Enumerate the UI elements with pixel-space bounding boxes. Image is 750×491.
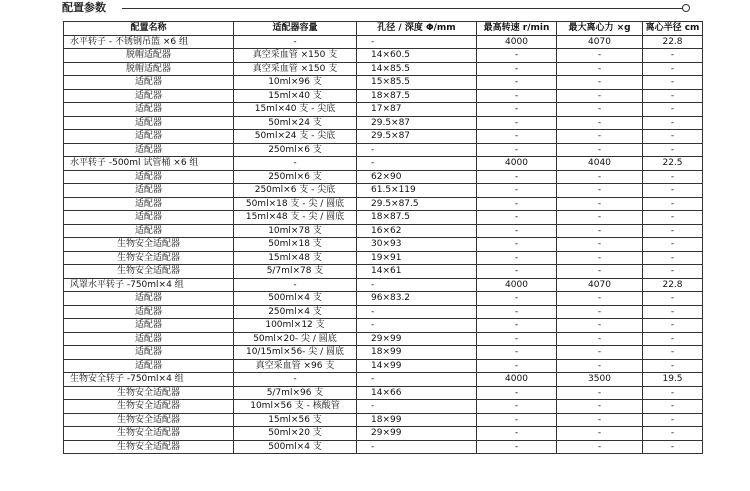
cell-adapter-capacity: 50ml×18 支 - 尖 / 圆底 — [234, 197, 357, 211]
cell-adapter-capacity: 50ml×20 支 — [234, 427, 357, 441]
cell-config-name: 适配器 — [64, 170, 234, 184]
cell-config-name: 生物安全适配器 — [64, 265, 234, 279]
cell-adapter-capacity: 15ml×40 支 - 尖底 — [234, 103, 357, 117]
cell-max-speed: 4000 — [477, 373, 557, 387]
cell-max-rcf: - — [557, 319, 643, 333]
cell-adapter-capacity: 250ml×4 支 — [234, 305, 357, 319]
cell-max-rcf: - — [557, 76, 643, 90]
cell-config-name: 水平转子 - 不锈钢吊篮 ×6 组 — [64, 35, 234, 49]
cell-config-name: 适配器 — [64, 359, 234, 373]
cell-bore-depth: - — [357, 319, 477, 333]
cell-adapter-capacity: 50ml×20- 尖 / 圆底 — [234, 332, 357, 346]
cell-bore-depth: - — [357, 400, 477, 414]
cell-config-name: 适配器 — [64, 211, 234, 225]
table-header-row — [64, 22, 703, 36]
cell-max-speed: - — [477, 238, 557, 252]
cell-config-name: 生物安全适配器 — [64, 251, 234, 265]
cell-config-name: 适配器 — [64, 305, 234, 319]
header-divider — [122, 8, 683, 9]
cell-max-speed: 4000 — [477, 35, 557, 49]
cell-adapter-capacity: 250ml×6 支 - 尖底 — [234, 184, 357, 198]
cell-max-rcf: - — [557, 143, 643, 157]
cell-radius: - — [643, 238, 703, 252]
cell-max-rcf: - — [557, 170, 643, 184]
cell-adapter-capacity: 5/7ml×78 支 — [234, 265, 357, 279]
table-row — [64, 76, 703, 90]
cell-max-rcf: - — [557, 197, 643, 211]
cell-radius: 19.5 — [643, 373, 703, 387]
cell-bore-depth: 14×66 — [357, 386, 477, 400]
cell-config-name: 生物安全适配器 — [64, 427, 234, 441]
cell-radius: - — [643, 359, 703, 373]
header-max-rcf: 最大离心力 ×g — [557, 22, 643, 36]
cell-radius: - — [643, 224, 703, 238]
cell-max-rcf: - — [557, 211, 643, 225]
cell-bore-depth: - — [357, 143, 477, 157]
table-row — [64, 292, 703, 306]
cell-adapter-capacity: 10ml×56 支 - 核酸管 — [234, 400, 357, 414]
cell-max-rcf: - — [557, 103, 643, 117]
cell-bore-depth: 29×99 — [357, 332, 477, 346]
cell-adapter-capacity: 10ml×78 支 — [234, 224, 357, 238]
cell-bore-depth: 61.5×119 — [357, 184, 477, 198]
cell-adapter-capacity: 5/7ml×96 支 — [234, 386, 357, 400]
cell-radius: - — [643, 292, 703, 306]
cell-bore-depth: 14×60.5 — [357, 49, 477, 63]
cell-radius: - — [643, 427, 703, 441]
cell-config-name: 生物安全适配器 — [64, 440, 234, 454]
header-bore-depth: 孔径 / 深度 Φ/mm — [357, 22, 477, 36]
cell-max-speed: - — [477, 386, 557, 400]
cell-adapter-capacity: 50ml×24 支 - 尖底 — [234, 130, 357, 144]
cell-radius: - — [643, 76, 703, 90]
cell-max-speed: - — [477, 197, 557, 211]
table-row — [64, 427, 703, 441]
spec-table — [63, 21, 703, 454]
cell-adapter-capacity: 500ml×4 支 — [234, 292, 357, 306]
cell-bore-depth: 14×61 — [357, 265, 477, 279]
cell-radius: 22.8 — [643, 278, 703, 292]
cell-adapter-capacity: - — [234, 373, 357, 387]
cell-bore-depth: 15×85.5 — [357, 76, 477, 90]
cell-max-speed: - — [477, 265, 557, 279]
cell-max-rcf: - — [557, 251, 643, 265]
cell-bore-depth: 18×87.5 — [357, 89, 477, 103]
cell-config-name: 生物安全适配器 — [64, 400, 234, 414]
cell-bore-depth: 16×62 — [357, 224, 477, 238]
cell-adapter-capacity: 15ml×40 支 — [234, 89, 357, 103]
cell-bore-depth: 18×99 — [357, 413, 477, 427]
cell-radius: - — [643, 305, 703, 319]
cell-config-name: 适配器 — [64, 319, 234, 333]
header-max-speed: 最高转速 r/min — [477, 22, 557, 36]
table-row — [64, 400, 703, 414]
cell-radius: - — [643, 184, 703, 198]
cell-radius: - — [643, 319, 703, 333]
table-body — [64, 35, 703, 454]
cell-max-speed: - — [477, 211, 557, 225]
cell-bore-depth: 17×87 — [357, 103, 477, 117]
header-adapter-capacity: 适配器容量 — [234, 22, 357, 36]
table-row — [64, 319, 703, 333]
table-row — [64, 49, 703, 63]
cell-max-rcf: 4040 — [557, 157, 643, 171]
cell-radius: - — [643, 103, 703, 117]
cell-radius: - — [643, 116, 703, 130]
cell-adapter-capacity: 真空采血管 ×150 支 — [234, 62, 357, 76]
cell-max-rcf: - — [557, 346, 643, 360]
cell-bore-depth: 29.5×87 — [357, 130, 477, 144]
cell-config-name: 脱帽适配器 — [64, 49, 234, 63]
cell-config-name: 适配器 — [64, 89, 234, 103]
cell-max-rcf: - — [557, 184, 643, 198]
cell-config-name: 适配器 — [64, 116, 234, 130]
cell-radius: - — [643, 49, 703, 63]
cell-adapter-capacity: - — [234, 278, 357, 292]
table-row — [64, 130, 703, 144]
header-config-name: 配置名称 — [64, 22, 234, 36]
cell-config-name: 适配器 — [64, 76, 234, 90]
cell-max-speed: - — [477, 76, 557, 90]
cell-max-speed: - — [477, 116, 557, 130]
table-group-row — [64, 157, 703, 171]
cell-max-speed: - — [477, 359, 557, 373]
table-row — [64, 346, 703, 360]
cell-max-rcf: 4070 — [557, 278, 643, 292]
cell-adapter-capacity: 50ml×18 支 — [234, 238, 357, 252]
table-group-row — [64, 35, 703, 49]
cell-config-name: 适配器 — [64, 197, 234, 211]
cell-max-rcf: - — [557, 440, 643, 454]
cell-max-speed: - — [477, 440, 557, 454]
cell-bore-depth: 18×87.5 — [357, 211, 477, 225]
cell-radius: - — [643, 400, 703, 414]
table-row — [64, 359, 703, 373]
section-header — [0, 0, 750, 18]
cell-radius: 22.5 — [643, 157, 703, 171]
cell-max-speed: 4000 — [477, 157, 557, 171]
cell-adapter-capacity: 500ml×4 支 — [234, 440, 357, 454]
cell-max-rcf: 3500 — [557, 373, 643, 387]
cell-bore-depth: - — [357, 440, 477, 454]
cell-max-speed: - — [477, 130, 557, 144]
table-row — [64, 116, 703, 130]
cell-radius: - — [643, 413, 703, 427]
cell-max-speed: - — [477, 49, 557, 63]
table-row — [64, 211, 703, 225]
cell-max-rcf: - — [557, 62, 643, 76]
table-row — [64, 103, 703, 117]
cell-config-name: 适配器 — [64, 103, 234, 117]
cell-adapter-capacity: 250ml×6 支 — [234, 143, 357, 157]
cell-bore-depth: - — [357, 35, 477, 49]
cell-max-rcf: - — [557, 413, 643, 427]
cell-bore-depth: - — [357, 373, 477, 387]
cell-config-name: 生物安全适配器 — [64, 238, 234, 252]
cell-bore-depth: 19×91 — [357, 251, 477, 265]
table-row — [64, 224, 703, 238]
cell-radius: - — [643, 440, 703, 454]
cell-config-name: 适配器 — [64, 184, 234, 198]
cell-bore-depth: 62×90 — [357, 170, 477, 184]
cell-max-speed: - — [477, 427, 557, 441]
cell-radius: - — [643, 211, 703, 225]
cell-max-rcf: - — [557, 292, 643, 306]
cell-adapter-capacity: 真空采血管 ×96 支 — [234, 359, 357, 373]
cell-max-speed: - — [477, 332, 557, 346]
cell-bore-depth: 30×93 — [357, 238, 477, 252]
table-row — [64, 143, 703, 157]
cell-max-rcf: - — [557, 265, 643, 279]
header-end-dot-icon — [682, 4, 690, 12]
cell-radius: - — [643, 143, 703, 157]
cell-radius: - — [643, 332, 703, 346]
cell-max-speed: - — [477, 103, 557, 117]
cell-max-rcf: - — [557, 49, 643, 63]
cell-max-rcf: - — [557, 359, 643, 373]
cell-adapter-capacity: 10ml×96 支 — [234, 76, 357, 90]
table-row — [64, 440, 703, 454]
table-row — [64, 305, 703, 319]
cell-config-name: 适配器 — [64, 332, 234, 346]
cell-bore-depth: 18×99 — [357, 346, 477, 360]
cell-bore-depth: - — [357, 305, 477, 319]
cell-config-name: 脱帽适配器 — [64, 62, 234, 76]
table-row — [64, 184, 703, 198]
cell-max-speed: - — [477, 251, 557, 265]
cell-max-speed: - — [477, 170, 557, 184]
cell-config-name: 适配器 — [64, 292, 234, 306]
table-row — [64, 238, 703, 252]
cell-radius: - — [643, 265, 703, 279]
cell-radius: - — [643, 62, 703, 76]
cell-max-rcf: - — [557, 130, 643, 144]
cell-radius: - — [643, 251, 703, 265]
cell-max-speed: - — [477, 413, 557, 427]
cell-adapter-capacity: 15ml×56 支 — [234, 413, 357, 427]
cell-config-name: 水平转子 -500ml 试管桶 ×6 组 — [64, 157, 234, 171]
cell-adapter-capacity: 15ml×48 支 - 尖 / 圆底 — [234, 211, 357, 225]
cell-radius: 22.8 — [643, 35, 703, 49]
table-group-row — [64, 278, 703, 292]
cell-max-rcf: 4070 — [557, 35, 643, 49]
cell-max-rcf: - — [557, 116, 643, 130]
cell-bore-depth: 29.5×87.5 — [357, 197, 477, 211]
cell-max-speed: - — [477, 184, 557, 198]
cell-radius: - — [643, 170, 703, 184]
table-row — [64, 413, 703, 427]
section-title: 配置参数 — [62, 1, 106, 14]
header-radius: 离心半径 cm — [643, 22, 703, 36]
table-row — [64, 386, 703, 400]
cell-config-name: 风罩水平转子 -750ml×4 组 — [64, 278, 234, 292]
cell-bore-depth: 14×99 — [357, 359, 477, 373]
cell-max-speed: - — [477, 143, 557, 157]
table-row — [64, 332, 703, 346]
cell-config-name: 生物安全适配器 — [64, 413, 234, 427]
cell-max-speed: - — [477, 62, 557, 76]
cell-radius: - — [643, 130, 703, 144]
table-group-row — [64, 373, 703, 387]
cell-max-rcf: - — [557, 386, 643, 400]
cell-radius: - — [643, 386, 703, 400]
cell-adapter-capacity: 真空采血管 ×150 支 — [234, 49, 357, 63]
table-row — [64, 89, 703, 103]
cell-bore-depth: 29×99 — [357, 427, 477, 441]
cell-config-name: 生物安全适配器 — [64, 386, 234, 400]
cell-adapter-capacity: 100ml×12 支 — [234, 319, 357, 333]
cell-adapter-capacity: 10/15ml×56- 尖 / 圆底 — [234, 346, 357, 360]
cell-bore-depth: 96×83.2 — [357, 292, 477, 306]
table-row — [64, 265, 703, 279]
table-row — [64, 170, 703, 184]
cell-max-rcf: - — [557, 89, 643, 103]
cell-config-name: 适配器 — [64, 224, 234, 238]
cell-max-rcf: - — [557, 305, 643, 319]
cell-config-name: 适配器 — [64, 130, 234, 144]
cell-max-speed: - — [477, 400, 557, 414]
cell-bore-depth: 29.5×87 — [357, 116, 477, 130]
cell-adapter-capacity: - — [234, 157, 357, 171]
cell-config-name: 适配器 — [64, 346, 234, 360]
cell-config-name: 适配器 — [64, 143, 234, 157]
cell-max-speed: - — [477, 319, 557, 333]
cell-max-speed: - — [477, 346, 557, 360]
table-row — [64, 197, 703, 211]
cell-radius: - — [643, 346, 703, 360]
cell-radius: - — [643, 89, 703, 103]
table-row — [64, 251, 703, 265]
table-row — [64, 62, 703, 76]
cell-max-rcf: - — [557, 332, 643, 346]
cell-adapter-capacity: 250ml×6 支 — [234, 170, 357, 184]
cell-max-speed: - — [477, 292, 557, 306]
cell-radius: - — [643, 197, 703, 211]
cell-bore-depth: - — [357, 278, 477, 292]
cell-adapter-capacity: - — [234, 35, 357, 49]
cell-max-speed: - — [477, 89, 557, 103]
cell-max-speed: - — [477, 224, 557, 238]
cell-max-rcf: - — [557, 400, 643, 414]
cell-max-speed: 4000 — [477, 278, 557, 292]
cell-max-rcf: - — [557, 238, 643, 252]
cell-max-speed: - — [477, 305, 557, 319]
cell-config-name: 生物安全转子 -750ml×4 组 — [64, 373, 234, 387]
cell-bore-depth: 14×85.5 — [357, 62, 477, 76]
cell-adapter-capacity: 15ml×48 支 — [234, 251, 357, 265]
cell-bore-depth: - — [357, 157, 477, 171]
cell-max-rcf: - — [557, 427, 643, 441]
cell-max-rcf: - — [557, 224, 643, 238]
cell-adapter-capacity: 50ml×24 支 — [234, 116, 357, 130]
